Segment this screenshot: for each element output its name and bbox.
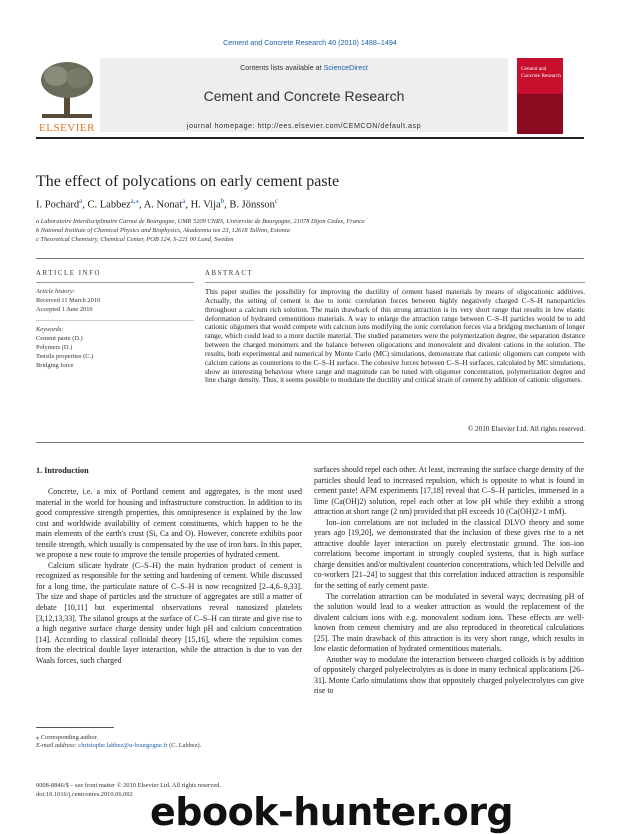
body-paragraph: Another way to modulate the interaction between charged colloids is by addition of oppositely charged polyelectrolytes as is done in many technical applications [26–31]. Monte Carlo simulations show that oppositely charged polyelectrolytes can give rise to	[314, 654, 584, 696]
keyword: Polymers (D.)	[36, 344, 73, 351]
homepage-url[interactable]: http://ees.elsevier.com/CEMCON/default.asp	[257, 121, 422, 130]
doi-link[interactable]: doi:10.1016/j.cemconres.2010.06.002	[36, 790, 133, 798]
copyright-notice: © 2010 Elsevier Ltd. All rights reserved.	[467, 425, 585, 433]
article-info-rule	[36, 282, 194, 283]
body-paragraph: Calcium silicate hydrate (C–S–H) the main hydration product of cement is recognized as responsible for the setting and hardening of cement. While discussed for a long time, the particulate nature of C–S–H is now recognized [2–4,6–9,33]. The size and shape of particles and the structure of aggregates are still a matter of debate [10,11] but experimental observations reveal nanosized platelets [3,12,13,33]. The silanol groups at the surface of C–S–H can titrate and give rise to a high negative surface charge density under high pH and calcium concentration [14]. According to classical colloidal theory [15,16], where the repulsion comes from the electrical double layer interaction, while the attraction is due to van der Waals forces, such charged	[36, 560, 302, 665]
body-column-left	[36, 487, 302, 666]
body-paragraph: surfaces should repel each other. At least, increasing the surface charge density of the particles should lead to increased repulsion, which is opposite to what is found in cement paste! AFM experiments [17,18] reveal that C–S–H particles, immersed in a lime (Ca(OH)2) solution, repel each other at low pH while they exhibit a strong attraction at short range (2 nm) provided that pH exceeds 10 (Ca(OH)2>1 mM).	[314, 465, 584, 517]
history-label: Article history:	[36, 288, 75, 295]
footnote-rule	[36, 727, 114, 728]
accepted-date: Accepted 1 June 2010	[36, 306, 93, 313]
watermark-text: ebook-hunter.org	[150, 790, 514, 834]
keyword: Bridging force	[36, 362, 74, 369]
corresponding-author-note: ⁎ Corresponding author.	[36, 734, 98, 741]
email-line	[36, 742, 201, 749]
abstract-text: This paper studies the possibility for improving the ductility of cement based materials by means of oligocationic additives. Actually, the setting of cement is due to ionic correlation forces between highly negatively charged C–S–H nanoparticles throughout a calcium rich solution. The main drawback of this strong attraction is its very short range that results in low elastic deformation of hydrated cementitious materials. A way to enlarge the attraction range between C–S–H particles would be to add cationic oligomers that would compete with calcium ions modifying the ionic correlation forces via a bridging mechanism of longer range, which could lead to a more ductile material. The studied parameters were the polymerization degree, the separation distance between the charged monomers and the balance between oligocations and monovalent and divalent cations in the solution. The results, both experimental and numerical by Monte Carlo (MC) simulations, demonstrate that cationic oligomers can compete with calcium cations as counterions to the C–S–H surface. The cohesive forces between C–S–H surfaces, calculated by MC simulations, show an interesting behaviour where range and magnitude can be tuned with oligomer concentration, polymerization degree and line charge density. Thus, it seems possible to modulate the ductility and critical strain of cement by addition of cationic oligomers.	[205, 288, 585, 385]
abstract-rule	[205, 282, 585, 283]
author-name: B. Jönsson	[229, 199, 275, 211]
author-affiliation-mark[interactable]: c	[274, 197, 279, 205]
author-list: I. Pochard$^a$, C. Labbez$^{a,⁎}$, A. Nonat$^a$, H. Vija$^b$, B. Jönsson$^c$	[36, 197, 279, 211]
affiliation-c: c Theoretical Chemistry, Chemical Center, POB 124, S-221 00 Lund, Sweden	[36, 236, 234, 243]
author-name: H. Vija	[190, 199, 221, 211]
keywords-label: Keywords:	[36, 326, 64, 333]
body-column-right	[314, 465, 584, 697]
publisher-name: ELSEVIER	[39, 122, 95, 134]
intro-heading: 1. Introduction	[36, 466, 89, 475]
section-rule	[36, 258, 584, 259]
journal-homepage	[100, 121, 508, 130]
author-affiliation-mark[interactable]: a	[182, 197, 186, 205]
article-info-heading: ARTICLE INFO	[36, 270, 102, 277]
body-paragraph: The correlation attraction can be modulated in several ways; decreasing pH of the solution would lead to a weaker attraction as would the replacement of the divalent calcium ions with e.g. monovalent sodium ions. These effects are well-known from cement chemistry and are also reproduced in theoretical calculations [25]. The main drawback of this attraction is its very short range, which results in low elastic deformation of hydrated cementitious materials.	[314, 591, 584, 654]
contents-line	[100, 63, 508, 72]
email-label: E-mail address:	[36, 742, 79, 749]
keyword: Cement paste (D.)	[36, 335, 83, 342]
journal-cover-thumbnail	[517, 58, 563, 134]
homepage-prefix: journal homepage:	[186, 121, 258, 130]
author-affiliation-mark[interactable]: a	[79, 197, 83, 205]
received-date: Received 11 March 2010	[36, 297, 101, 304]
author-name: A. Nonat	[143, 199, 183, 211]
email-link[interactable]: christophe.labbez@u-bourgogne.fr	[78, 742, 168, 749]
author-name: C. Labbez	[87, 199, 131, 211]
author-name: I. Pochard	[36, 199, 80, 211]
body-paragraph: Ion–ion correlations are not included in the classical DLVO theory and some years ago [19,20], we demonstrated that the inclusion of these gives rise to a net attractive double layer interaction on purely electrostatic ground. The ion–ion correlations become important in strongly coupled systems, that is high surface charge densities and/or multivalent counterion concentrations, which led Delville and co-workers [21–24] to suggest that this correlation induced attraction is responsible for the setting of early cement paste.	[314, 517, 584, 591]
cover-image-strip	[517, 94, 563, 134]
article-title: The effect of polycations on early cement paste	[36, 173, 340, 190]
journal-reference[interactable]: Cement and Concrete Research 40 (2010) 1488–1494	[223, 38, 397, 47]
affiliation-a: a Laboratoire Interdisciplinaire Carnot de Bourgogne, UMR 5209 CNRS, Universite de Bourgogne, 21078 Dijon Cedex, France	[36, 218, 365, 225]
body-rule	[36, 442, 584, 443]
author-affiliation-mark[interactable]: b	[220, 197, 225, 205]
issn-line: 0008-8846/$ – see front matter © 2010 Elsevier Ltd. All rights reserved.	[36, 782, 221, 789]
header-rule	[36, 137, 584, 139]
body-paragraph: Concrete, i.e. a mix of Portland cement and aggregates, is the most used material in the world for housing and infrastructure construction. In addition to its good compressive strength properties, this omnipresence is explained by the low cost and worldwide availability of cement constituents, which happen to be the main elements of the earth's crust (Si, Ca and O). However, concrete exhibits poor tensile strength, which usually is compensated by the use of iron bars. In this paper, we propose a new route to improve the tensile properties of hydrated cement.	[36, 487, 302, 560]
cover-title: Cement and Concrete Research	[521, 66, 561, 79]
journal-title: Cement and Concrete Research	[203, 88, 405, 104]
author-affiliation-mark[interactable]: a,⁎	[130, 197, 140, 205]
affiliation-b: b National Institute of Chemical Physics and Biophysics, Akadeemia tee 23, 12618 Tallinn, Estonia	[36, 227, 290, 234]
email-suffix: (C. Labbez).	[167, 742, 202, 749]
keyword: Tensile properties (C.)	[36, 353, 94, 360]
sciencedirect-link[interactable]: ScienceDirect	[323, 63, 368, 72]
article-info-divider	[36, 320, 194, 321]
contents-prefix: Contents lists available at	[240, 63, 324, 72]
abstract-heading: ABSTRACT	[205, 270, 254, 277]
